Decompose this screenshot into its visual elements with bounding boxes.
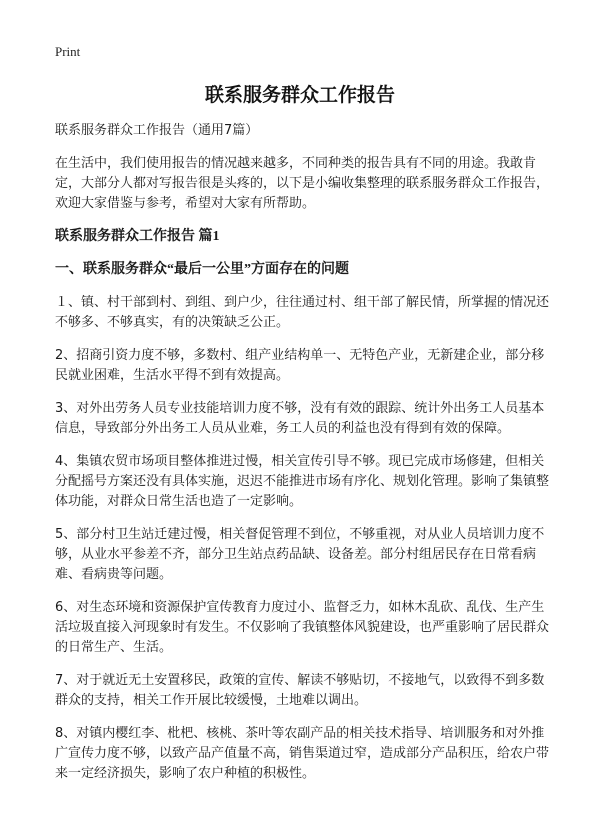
print-link[interactable]: Print [55, 44, 81, 59]
document-subtitle: 联系服务群众工作报告（通用7篇） [55, 123, 259, 138]
list-item: 2、招商引资力度不够，多数村、组产业结构单一、无特色产业，无新建企业，部分移民就业困难，生活水平得不到有效提高。 [55, 348, 545, 383]
list-item: 5、部分村卫生站迁建过慢，相关督促管理不到位，不够重视，对从业人员培训力度不够，从业水平参差不齐，部分卫生站点药品缺、设备差。部分村组居民存在日常看病难、看病贵等问题。 [55, 527, 545, 582]
intro-paragraph: 在生活中，我们使用报告的情况越来越多，不同种类的报告具有不同的用途。我敢肯定，大部分人都对写报告很是头疼的，以下是小编收集整理的联系服务群众工作报告，欢迎大家借鉴与参考，希望对大家有所帮助。 [55, 156, 550, 211]
list-item: 6、对生态环境和资源保护宣传教育力度过小、监督乏力，如林木乱砍、乱伐、生产生活垃圾直接入河现象时有发生。不仅影响了我镇整体风貌建设，也严重影响了居民群众的日常生产、生活。 [55, 600, 550, 655]
section-heading: 一、联系服务群众“最后一公里”方面存在的问题 [55, 262, 349, 277]
list-item: １、镇、村干部到村、到组、到户少，往往通过村、组干部了解民情，所掌握的情况还不够多、不够真实，有的决策缺乏公正。 [55, 295, 550, 330]
document-body [55, 121, 550, 797]
list-item: 4、集镇农贸市场项目整体推进过慢，相关宣传引导不够。现已完成市场修建，但相关分配摇号方案还没有具体实施，迟迟不能推进市场有序化、规划化管理。影响了集镇整体功能，对群众日常生活也造了一定影响。 [55, 454, 550, 509]
list-item: 8、对镇内樱红李、枇杷、核桃、茶叶等农副产品的相关技术指导、培训服务和对外推广宣传力度不够，以致产品产值量不高，销售渠道过窄，造成部分产品积压，给农户带来一定经济损失，影响了农户种植的积极性。 [55, 726, 550, 781]
list-item: 7、对于就近无土安置移民，政策的宣传、解读不够贴切，不接地气，以致得不到多数群众的支持，相关工作开展比较缓慢，土地难以调出。 [55, 673, 545, 708]
part-heading: 联系服务群众工作报告 篇1 [55, 229, 220, 244]
document-title: 联系服务群众工作报告 [204, 84, 395, 106]
list-item: 3、对外出劳务人员专业技能培训力度不够，没有有效的跟踪、统计外出务工人员基本信息，导致部分外出务工人员从业难，务工人员的利益也没有得到有效的保障。 [55, 401, 545, 436]
